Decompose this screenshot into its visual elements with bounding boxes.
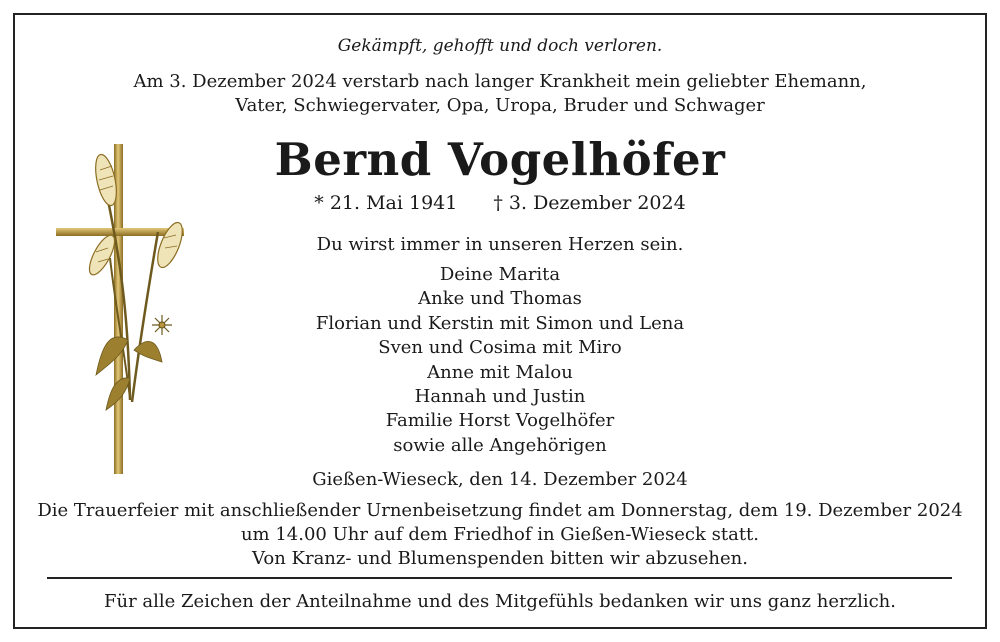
list-item: Familie Horst Vogelhöfer [385, 410, 615, 432]
list-item: sowie alle Angehörigen [393, 434, 607, 456]
list-item: Florian und Kerstin mit Simon und Lena [315, 312, 685, 334]
life-dates [0, 191, 1000, 215]
ceremony-line-3: Von Kranz- und Blumenspenden bitten wir abzusehen. [252, 548, 748, 569]
list-item: Hannah und Justin [414, 386, 586, 408]
thanks-note: Für alle Zeichen der Anteilnahme und des Mitgefühls bedanken wir uns ganz herzlich. [104, 591, 896, 612]
list-item: Deine Marita [439, 264, 561, 285]
place-and-date: Gießen-Wieseck, den 14. Dezember 2024 [312, 469, 688, 490]
motto: Gekämpft, gehofft und doch verloren. [337, 36, 663, 56]
death-date: † 3. Dezember 2024 [493, 192, 686, 214]
list-item: Anne mit Malou [427, 361, 573, 383]
ceremony-line-2: um 14.00 Uhr auf dem Friedhof in Gießen-Wieseck statt. [240, 524, 760, 545]
list-item: Anke und Thomas [418, 288, 582, 310]
divider [47, 577, 952, 579]
birth-date: * 21. Mai 1941 [314, 192, 458, 214]
deceased-name: Bernd Vogelhöfer [274, 133, 726, 186]
intro-line-1: Am 3. Dezember 2024 verstarb nach langer Krankheit mein geliebter Ehemann, [133, 71, 867, 92]
memorial-verse: Du wirst immer in unseren Herzen sein. [316, 234, 684, 255]
ceremony-line-1: Die Trauerfeier mit anschließender Urnenbeisetzung findet am Donnerstag, dem 19. Dezember 2024 [37, 500, 963, 521]
intro-line-2: Vater, Schwiegervater, Opa, Uropa, Bruder und Schwager [235, 95, 765, 116]
list-item: Sven und Cosima mit Miro [378, 337, 622, 359]
mourners-list [0, 263, 1000, 458]
